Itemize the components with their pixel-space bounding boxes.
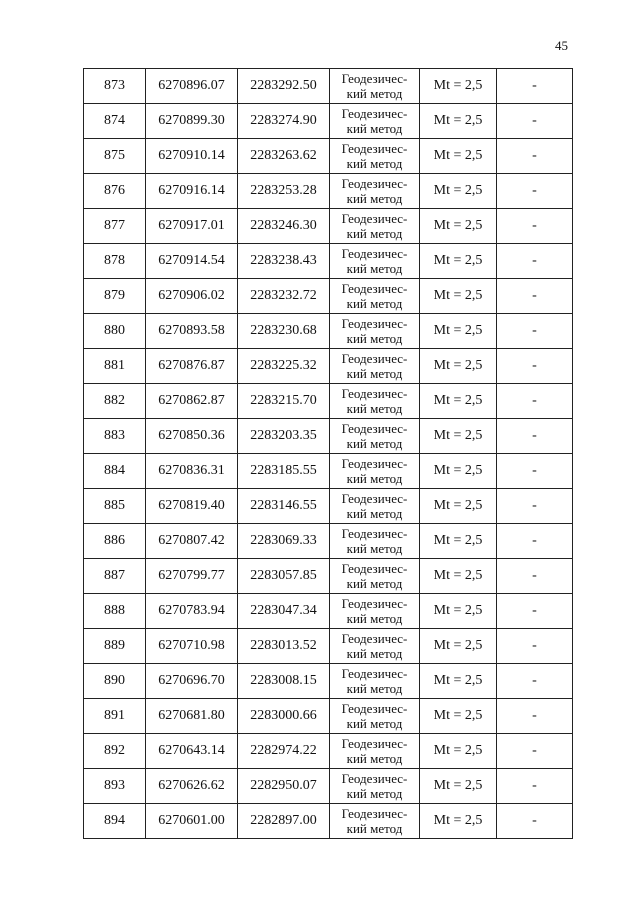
accuracy-cell: Mt = 2,5: [420, 594, 497, 629]
x-coordinate-cell: 6270917.01: [146, 209, 238, 244]
y-coordinate-cell: 2283215.70: [238, 384, 330, 419]
method-cell: [330, 559, 420, 594]
y-coordinate-cell: 2283246.30: [238, 209, 330, 244]
accuracy-cell: Mt = 2,5: [420, 734, 497, 769]
method-line-1: Геодезичес-: [341, 701, 408, 716]
table-row: [84, 524, 573, 559]
note-cell: -: [497, 734, 573, 769]
method-line-1: Геодезичес-: [341, 596, 408, 611]
accuracy-cell: Mt = 2,5: [420, 664, 497, 699]
coordinates-table: [83, 68, 573, 839]
y-coordinate-cell: 2283146.55: [238, 489, 330, 524]
note-cell: -: [497, 104, 573, 139]
table-row: [84, 69, 573, 104]
x-coordinate-cell: 6270836.31: [146, 454, 238, 489]
note-cell: -: [497, 209, 573, 244]
note-cell: -: [497, 384, 573, 419]
method-line-2: кий метод: [346, 226, 403, 241]
table-row: [84, 804, 573, 839]
note-cell: -: [497, 314, 573, 349]
point-number-cell: 876: [84, 174, 146, 209]
method-line-2: кий метод: [346, 401, 403, 416]
x-coordinate-cell: 6270799.77: [146, 559, 238, 594]
point-number-cell: 884: [84, 454, 146, 489]
y-coordinate-cell: 2283238.43: [238, 244, 330, 279]
y-coordinate-cell: 2283274.90: [238, 104, 330, 139]
y-coordinate-cell: 2283253.28: [238, 174, 330, 209]
point-number-cell: 879: [84, 279, 146, 314]
method-line-2: кий метод: [346, 541, 403, 556]
point-number-cell: 886: [84, 524, 146, 559]
method-line-1: Геодезичес-: [341, 806, 408, 821]
method-cell: [330, 174, 420, 209]
y-coordinate-cell: 2283047.34: [238, 594, 330, 629]
note-cell: -: [497, 419, 573, 454]
note-cell: -: [497, 524, 573, 559]
accuracy-cell: Mt = 2,5: [420, 209, 497, 244]
method-line-1: Геодезичес-: [341, 316, 408, 331]
point-number-cell: 881: [84, 349, 146, 384]
accuracy-cell: Mt = 2,5: [420, 279, 497, 314]
point-number-cell: 890: [84, 664, 146, 699]
table-row: [84, 174, 573, 209]
x-coordinate-cell: 6270783.94: [146, 594, 238, 629]
note-cell: -: [497, 559, 573, 594]
table-row: [84, 489, 573, 524]
point-number-cell: 875: [84, 139, 146, 174]
method-line-1: Геодезичес-: [341, 561, 408, 576]
table-row: [84, 244, 573, 279]
x-coordinate-cell: 6270850.36: [146, 419, 238, 454]
method-line-1: Геодезичес-: [341, 491, 408, 506]
x-coordinate-cell: 6270910.14: [146, 139, 238, 174]
method-line-2: кий метод: [346, 86, 403, 101]
note-cell: -: [497, 349, 573, 384]
method-cell: [330, 804, 420, 839]
accuracy-cell: Mt = 2,5: [420, 629, 497, 664]
note-cell: -: [497, 489, 573, 524]
note-cell: -: [497, 454, 573, 489]
method-line-2: кий метод: [346, 506, 403, 521]
point-number-cell: 882: [84, 384, 146, 419]
note-cell: -: [497, 69, 573, 104]
note-cell: -: [497, 174, 573, 209]
method-line-2: кий метод: [346, 261, 403, 276]
method-cell: [330, 629, 420, 664]
table-row: [84, 139, 573, 174]
accuracy-cell: Mt = 2,5: [420, 349, 497, 384]
accuracy-cell: Mt = 2,5: [420, 699, 497, 734]
x-coordinate-cell: 6270601.00: [146, 804, 238, 839]
y-coordinate-cell: 2283008.15: [238, 664, 330, 699]
x-coordinate-cell: 6270807.42: [146, 524, 238, 559]
method-cell: [330, 209, 420, 244]
accuracy-cell: Mt = 2,5: [420, 419, 497, 454]
table-row: [84, 349, 573, 384]
accuracy-cell: Mt = 2,5: [420, 69, 497, 104]
method-cell: [330, 699, 420, 734]
x-coordinate-cell: 6270899.30: [146, 104, 238, 139]
point-number-cell: 891: [84, 699, 146, 734]
accuracy-cell: Mt = 2,5: [420, 804, 497, 839]
accuracy-cell: Mt = 2,5: [420, 384, 497, 419]
method-line-2: кий метод: [346, 436, 403, 451]
accuracy-cell: Mt = 2,5: [420, 244, 497, 279]
accuracy-cell: Mt = 2,5: [420, 524, 497, 559]
method-line-1: Геодезичес-: [341, 736, 408, 751]
method-line-2: кий метод: [346, 646, 403, 661]
method-line-1: Геодезичес-: [341, 421, 408, 436]
table-row: [84, 104, 573, 139]
note-cell: -: [497, 139, 573, 174]
accuracy-cell: Mt = 2,5: [420, 559, 497, 594]
point-number-cell: 874: [84, 104, 146, 139]
method-line-1: Геодезичес-: [341, 71, 408, 86]
point-number-cell: 892: [84, 734, 146, 769]
accuracy-cell: Mt = 2,5: [420, 174, 497, 209]
method-line-2: кий метод: [346, 611, 403, 626]
y-coordinate-cell: 2283230.68: [238, 314, 330, 349]
method-line-1: Геодезичес-: [341, 106, 408, 121]
point-number-cell: 883: [84, 419, 146, 454]
y-coordinate-cell: 2282897.00: [238, 804, 330, 839]
accuracy-cell: Mt = 2,5: [420, 769, 497, 804]
method-line-2: кий метод: [346, 331, 403, 346]
method-line-1: Геодезичес-: [341, 246, 408, 261]
table-row: [84, 769, 573, 804]
y-coordinate-cell: 2283232.72: [238, 279, 330, 314]
x-coordinate-cell: 6270893.58: [146, 314, 238, 349]
x-coordinate-cell: 6270710.98: [146, 629, 238, 664]
y-coordinate-cell: 2282950.07: [238, 769, 330, 804]
method-line-1: Геодезичес-: [341, 771, 408, 786]
x-coordinate-cell: 6270906.02: [146, 279, 238, 314]
y-coordinate-cell: 2283203.35: [238, 419, 330, 454]
table-row: [84, 314, 573, 349]
x-coordinate-cell: 6270862.87: [146, 384, 238, 419]
method-cell: [330, 279, 420, 314]
method-cell: [330, 769, 420, 804]
table-row: [84, 699, 573, 734]
x-coordinate-cell: 6270643.14: [146, 734, 238, 769]
point-number-cell: 885: [84, 489, 146, 524]
method-line-2: кий метод: [346, 156, 403, 171]
x-coordinate-cell: 6270876.87: [146, 349, 238, 384]
point-number-cell: 888: [84, 594, 146, 629]
method-line-2: кий метод: [346, 471, 403, 486]
method-cell: [330, 489, 420, 524]
point-number-cell: 887: [84, 559, 146, 594]
accuracy-cell: Mt = 2,5: [420, 139, 497, 174]
method-cell: [330, 594, 420, 629]
table-row: [84, 559, 573, 594]
point-number-cell: 893: [84, 769, 146, 804]
x-coordinate-cell: 6270626.62: [146, 769, 238, 804]
coordinates-table-body: [84, 69, 573, 839]
point-number-cell: 877: [84, 209, 146, 244]
method-line-1: Геодезичес-: [341, 281, 408, 296]
method-line-1: Геодезичес-: [341, 176, 408, 191]
method-line-2: кий метод: [346, 576, 403, 591]
table-row: [84, 209, 573, 244]
method-cell: [330, 664, 420, 699]
y-coordinate-cell: 2282974.22: [238, 734, 330, 769]
method-line-2: кий метод: [346, 821, 403, 836]
y-coordinate-cell: 2283069.33: [238, 524, 330, 559]
method-line-1: Геодезичес-: [341, 526, 408, 541]
method-line-1: Геодезичес-: [341, 666, 408, 681]
table-row: [84, 419, 573, 454]
method-line-2: кий метод: [346, 681, 403, 696]
x-coordinate-cell: 6270896.07: [146, 69, 238, 104]
method-line-2: кий метод: [346, 751, 403, 766]
method-cell: [330, 384, 420, 419]
note-cell: -: [497, 769, 573, 804]
x-coordinate-cell: 6270819.40: [146, 489, 238, 524]
point-number-cell: 894: [84, 804, 146, 839]
table-row: [84, 454, 573, 489]
x-coordinate-cell: 6270681.80: [146, 699, 238, 734]
table-row: [84, 664, 573, 699]
note-cell: -: [497, 244, 573, 279]
method-line-2: кий метод: [346, 366, 403, 381]
page-number: 45: [555, 38, 568, 53]
table-row: [84, 279, 573, 314]
method-line-1: Геодезичес-: [341, 141, 408, 156]
point-number-cell: 878: [84, 244, 146, 279]
method-line-1: Геодезичес-: [341, 456, 408, 471]
table-row: [84, 594, 573, 629]
method-cell: [330, 69, 420, 104]
method-line-1: Геодезичес-: [341, 386, 408, 401]
note-cell: -: [497, 629, 573, 664]
method-cell: [330, 139, 420, 174]
method-line-2: кий метод: [346, 296, 403, 311]
accuracy-cell: Mt = 2,5: [420, 489, 497, 524]
method-line-1: Геодезичес-: [341, 211, 408, 226]
method-cell: [330, 419, 420, 454]
y-coordinate-cell: 2283185.55: [238, 454, 330, 489]
note-cell: -: [497, 804, 573, 839]
note-cell: -: [497, 279, 573, 314]
table-row: [84, 384, 573, 419]
method-cell: [330, 244, 420, 279]
point-number-cell: 880: [84, 314, 146, 349]
x-coordinate-cell: 6270914.54: [146, 244, 238, 279]
y-coordinate-cell: 2283057.85: [238, 559, 330, 594]
accuracy-cell: Mt = 2,5: [420, 104, 497, 139]
method-line-1: Геодезичес-: [341, 351, 408, 366]
note-cell: -: [497, 664, 573, 699]
y-coordinate-cell: 2283013.52: [238, 629, 330, 664]
table-row: [84, 734, 573, 769]
point-number-cell: 889: [84, 629, 146, 664]
y-coordinate-cell: 2283000.66: [238, 699, 330, 734]
method-cell: [330, 314, 420, 349]
method-cell: [330, 734, 420, 769]
accuracy-cell: Mt = 2,5: [420, 314, 497, 349]
note-cell: -: [497, 594, 573, 629]
table-row: [84, 629, 573, 664]
method-line-2: кий метод: [346, 786, 403, 801]
method-line-2: кий метод: [346, 191, 403, 206]
method-cell: [330, 524, 420, 559]
y-coordinate-cell: 2283225.32: [238, 349, 330, 384]
x-coordinate-cell: 6270916.14: [146, 174, 238, 209]
y-coordinate-cell: 2283292.50: [238, 69, 330, 104]
method-cell: [330, 454, 420, 489]
y-coordinate-cell: 2283263.62: [238, 139, 330, 174]
method-cell: [330, 349, 420, 384]
method-line-2: кий метод: [346, 121, 403, 136]
accuracy-cell: Mt = 2,5: [420, 454, 497, 489]
method-line-2: кий метод: [346, 716, 403, 731]
method-cell: [330, 104, 420, 139]
method-line-1: Геодезичес-: [341, 631, 408, 646]
x-coordinate-cell: 6270696.70: [146, 664, 238, 699]
note-cell: -: [497, 699, 573, 734]
point-number-cell: 873: [84, 69, 146, 104]
